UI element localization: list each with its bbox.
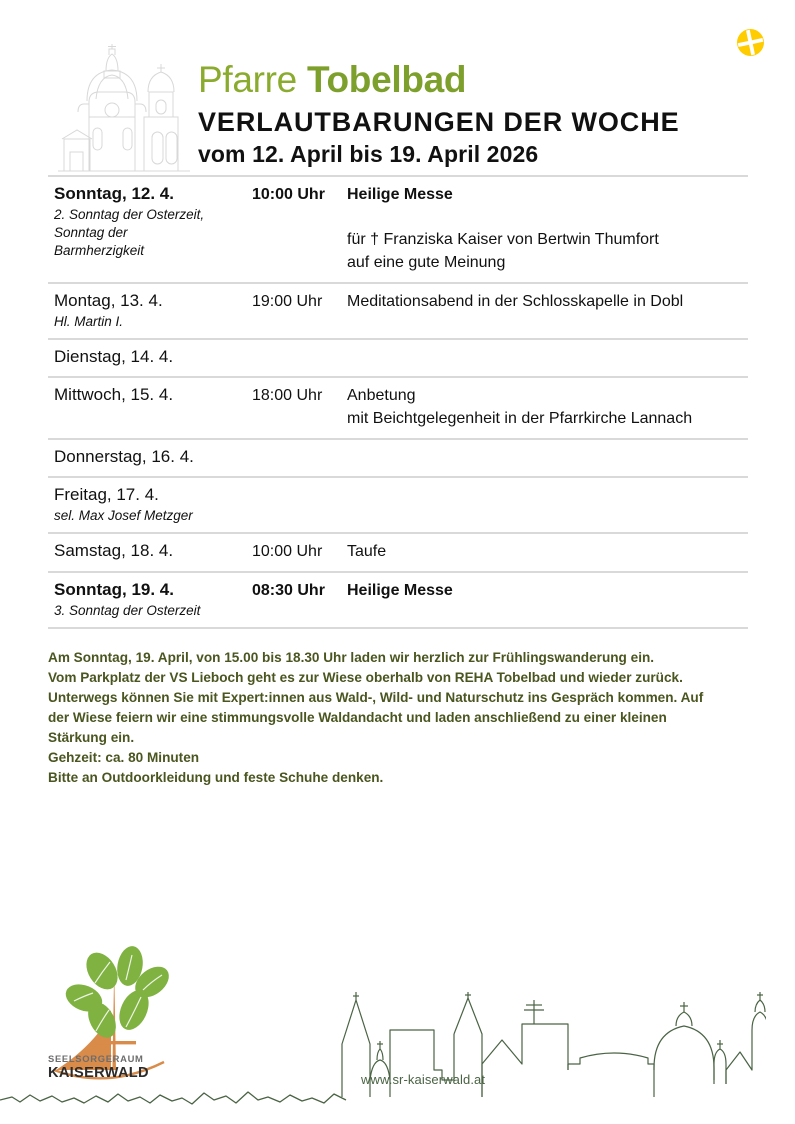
announcement-line: Stärkung ein. <box>48 730 135 745</box>
announcement-line: Am Sonntag, 19. April, von 15.00 bis 18.30 Uhr laden wir herzlich zur Frühlingswanderung ein. <box>48 650 655 665</box>
schedule-day-note: 3. Sonntag der Osterzeit <box>54 603 201 618</box>
schedule-day-note: Sonntag der <box>54 225 128 240</box>
page-title <box>198 58 758 102</box>
announcement-line: Gehzeit: ca. 80 Minuten <box>48 750 200 765</box>
schedule-day-name: Donnerstag, 16. 4. <box>54 447 194 466</box>
schedule-day-name: Dienstag, 14. 4. <box>54 347 174 366</box>
schedule-row <box>48 340 748 376</box>
schedule-day-cell <box>48 384 252 406</box>
logo-name-large: KAISERWALD <box>48 1065 149 1081</box>
schedule-event-cell <box>252 290 748 313</box>
schedule-event-line <box>252 540 748 563</box>
header-subtitle-primary: VERLAUTBARUNGEN DER WOCHE <box>198 107 680 137</box>
schedule-event-cell <box>252 540 748 563</box>
schedule-day-name: Sonntag, 19. 4. <box>54 580 174 599</box>
schedule-event-cell <box>252 384 748 430</box>
schedule-event-detail: mit Beichtgelegenheit in der Pfarrkirche Lannach <box>347 410 693 427</box>
schedule-day-cell <box>48 183 252 259</box>
logo-name-small: SEELSORGERAUM <box>48 1053 144 1064</box>
website-url[interactable]: www.sr-kaiserwald.at <box>361 1072 486 1087</box>
schedule-spacer <box>252 206 748 228</box>
title-thin-part: Pfarre <box>198 59 307 100</box>
schedule-row <box>48 177 748 282</box>
schedule-day-cell <box>48 484 252 524</box>
schedule-event-time: 18:00 Uhr <box>252 387 323 404</box>
schedule-day-name: Samstag, 18. 4. <box>54 541 174 560</box>
schedule-event-time: 10:00 Uhr <box>252 543 323 560</box>
announcement-line: Unterwegs können Sie mit Expert:innen aus Wald-, Wild- und Naturschutz ins Gespräch kommen. Auf <box>48 690 704 705</box>
schedule-event-line <box>252 183 748 206</box>
schedule-day-note: Barmherzigkeit <box>54 243 145 258</box>
announcement-block <box>48 648 738 788</box>
schedule-day-cell <box>48 540 252 562</box>
schedule-event-time: 08:30 Uhr <box>252 582 325 599</box>
row-separator <box>48 627 748 629</box>
schedule-day-cell <box>48 579 252 619</box>
schedule-event-title: Heilige Messe <box>347 186 453 203</box>
schedule-event-title: Anbetung <box>347 387 416 404</box>
page-header <box>198 58 758 169</box>
schedule-day-note: Hl. Martin I. <box>54 314 124 329</box>
schedule-event-cell <box>252 579 748 602</box>
schedule-event-cell <box>252 183 748 274</box>
church-illustration <box>56 44 192 172</box>
announcement-line: Bitte an Outdoorkleidung und feste Schuhe denken. <box>48 770 384 785</box>
schedule-event-title: Heilige Messe <box>347 582 453 599</box>
ground-line-decoration <box>0 1078 795 1118</box>
header-subtitle-daterange: vom 12. April bis 19. April 2026 <box>198 141 539 167</box>
schedule-event-time: 19:00 Uhr <box>252 293 323 310</box>
title-bold-part: Tobelbad <box>306 59 467 100</box>
schedule-row <box>48 284 748 338</box>
schedule-row <box>48 573 748 627</box>
schedule-day-note: 2. Sonntag der Osterzeit, <box>54 207 205 222</box>
schedule-event-title: Taufe <box>347 543 387 560</box>
schedule-row <box>48 478 748 532</box>
schedule-day-name: Montag, 13. 4. <box>54 291 163 310</box>
diocese-cross-badge <box>737 29 764 56</box>
schedule-row <box>48 378 748 438</box>
schedule-day-name: Freitag, 17. 4. <box>54 485 159 504</box>
schedule-day-cell <box>48 446 252 468</box>
schedule-event-detail: auf eine gute Meinung <box>347 254 506 271</box>
schedule-event-line <box>252 579 748 602</box>
announcement-line: Vom Parkplatz der VS Lieboch geht es zur Wiese oberhalb von REHA Tobelbad und wieder zurück. <box>48 670 683 685</box>
schedule-event-detail: für † Franziska Kaiser von Bertwin Thumfort <box>347 231 659 248</box>
schedule-day-note: sel. Max Josef Metzger <box>54 508 193 523</box>
schedule-event-line <box>252 384 748 407</box>
seelsorgeraum-kaiserwald-logo <box>46 938 216 1093</box>
announcement-line: der Wiese feiern wir eine stimmungsvolle Waldandacht und laden anschließend zu einer kleinen <box>48 710 667 725</box>
schedule-event-title: Meditationsabend in der Schlosskapelle in Dobl <box>347 293 684 310</box>
schedule-day-cell <box>48 290 252 330</box>
weekly-schedule-table <box>48 175 748 629</box>
schedule-row <box>48 440 748 476</box>
schedule-day-cell <box>48 346 252 368</box>
schedule-day-name: Sonntag, 12. 4. <box>54 184 174 203</box>
schedule-row <box>48 534 748 571</box>
schedule-day-name: Mittwoch, 15. 4. <box>54 385 174 404</box>
schedule-event-line <box>252 290 748 313</box>
schedule-event-time: 10:00 Uhr <box>252 186 325 203</box>
